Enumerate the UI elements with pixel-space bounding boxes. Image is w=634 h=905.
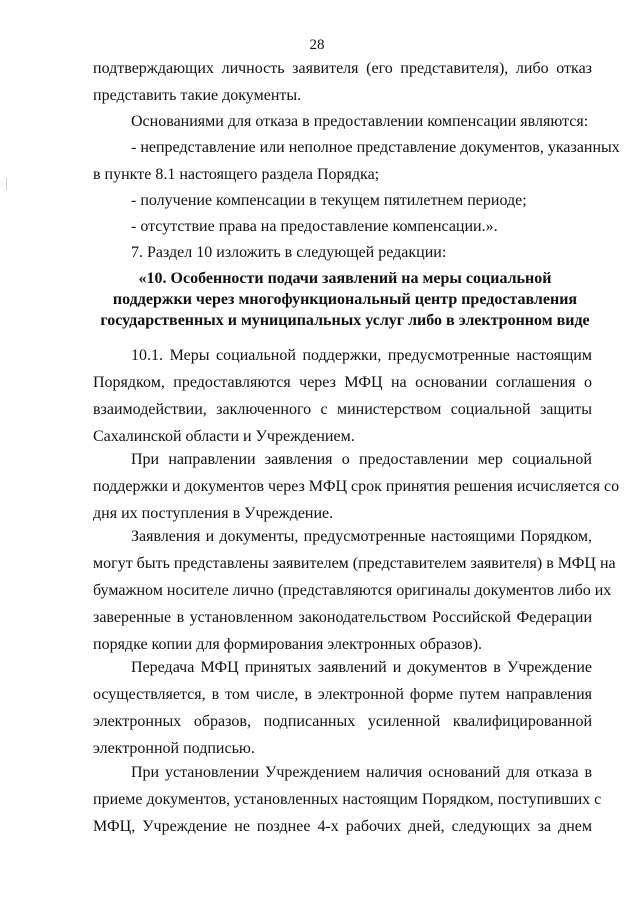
text-line: бумажном носителе лично (представляются оригиналы документов либо их [93, 582, 612, 599]
section-heading [60, 268, 630, 331]
paragraph-section-10-amendment [93, 239, 592, 266]
page-number: 28 [309, 37, 325, 53]
text-line: приеме документов, установленных настоящим Порядком, поступивших с [93, 791, 602, 808]
text-line: поддержки и документов через МФЦ срок принятия решения исчисляется со [93, 478, 620, 495]
text-line: - отсутствие права на предоставление компенсации.». [131, 218, 498, 235]
text-line: МФЦ, Учреждение не позднее 4-х рабочих дней, следующих за днем [93, 818, 592, 835]
paragraph-mfc-deadline [93, 446, 620, 527]
text-line: в пункте 8.1 настоящего раздела Порядка; [93, 166, 380, 183]
text-line: Порядком, предоставляются через МФЦ на основании соглашения о [93, 374, 592, 391]
text-line: 10.1. Меры социальной поддержки, предусмотренные настоящим [131, 347, 592, 364]
text-line: Основаниями для отказа в предоставлении компенсации являются: [131, 113, 589, 130]
text-line: осуществляется, в том числе, в электронной форме путем направления [93, 686, 592, 703]
text-line: представить такие документы. [93, 87, 302, 104]
text-line: электронных образов, подписанных усиленной квалифицированной [93, 713, 592, 730]
text-line: электронной подписью. [93, 740, 255, 757]
paragraph-10-1 [93, 342, 592, 450]
text-line: Передача МФЦ принятых заявлений и документов в Учреждение [131, 659, 592, 676]
text-line: При установлении Учреждением наличия оснований для отказа в [131, 764, 592, 781]
list-item-compensation-received [93, 187, 592, 214]
paragraph-refusal-procedure [93, 759, 602, 840]
text-line: порядке копии для формирования электронных образов). [93, 636, 483, 653]
text-line: При направлении заявления о предоставлении мер социальной [131, 451, 592, 468]
text-line: взаимодействии, заключенного с министерством социальной защиты [93, 401, 592, 418]
text-line: - непредставление или неполное представление документов, указанных [131, 139, 620, 156]
margin-mark [6, 178, 7, 190]
paragraph-electronic-transfer [93, 654, 592, 762]
heading-line: поддержки через многофункциональный центр предоставления [112, 291, 578, 308]
text-line: дня их поступления в Учреждение. [93, 505, 334, 522]
text-line: подтверждающих личность заявителя (его представителя), либо отказ [93, 60, 592, 77]
text-line: могут быть представлены заявителем (представителем заявителя) в МФЦ на [93, 555, 616, 572]
text-line: - получение компенсации в текущем пятилетнем периоде; [131, 192, 527, 209]
text-line: Заявления и документы, предусмотренные настоящими Порядком, [131, 528, 592, 545]
list-item-missing-documents [93, 134, 620, 188]
paragraph-refusal-grounds [93, 108, 592, 135]
paragraph-identity-documents [93, 55, 592, 109]
text-line: Сахалинской области и Учреждением. [93, 428, 355, 445]
text-line: 7. Раздел 10 изложить в следующей редакции: [131, 244, 447, 261]
heading-line: государственных и муниципальных услуг либо в электронном виде [100, 312, 590, 329]
heading-line: «10. Особенности подачи заявлений на меры социальной [138, 270, 552, 287]
list-item-no-entitlement [93, 213, 592, 240]
paragraph-paper-submission [93, 523, 616, 658]
text-line: заверенные в установленном законодательством Российской Федерации [93, 609, 592, 626]
